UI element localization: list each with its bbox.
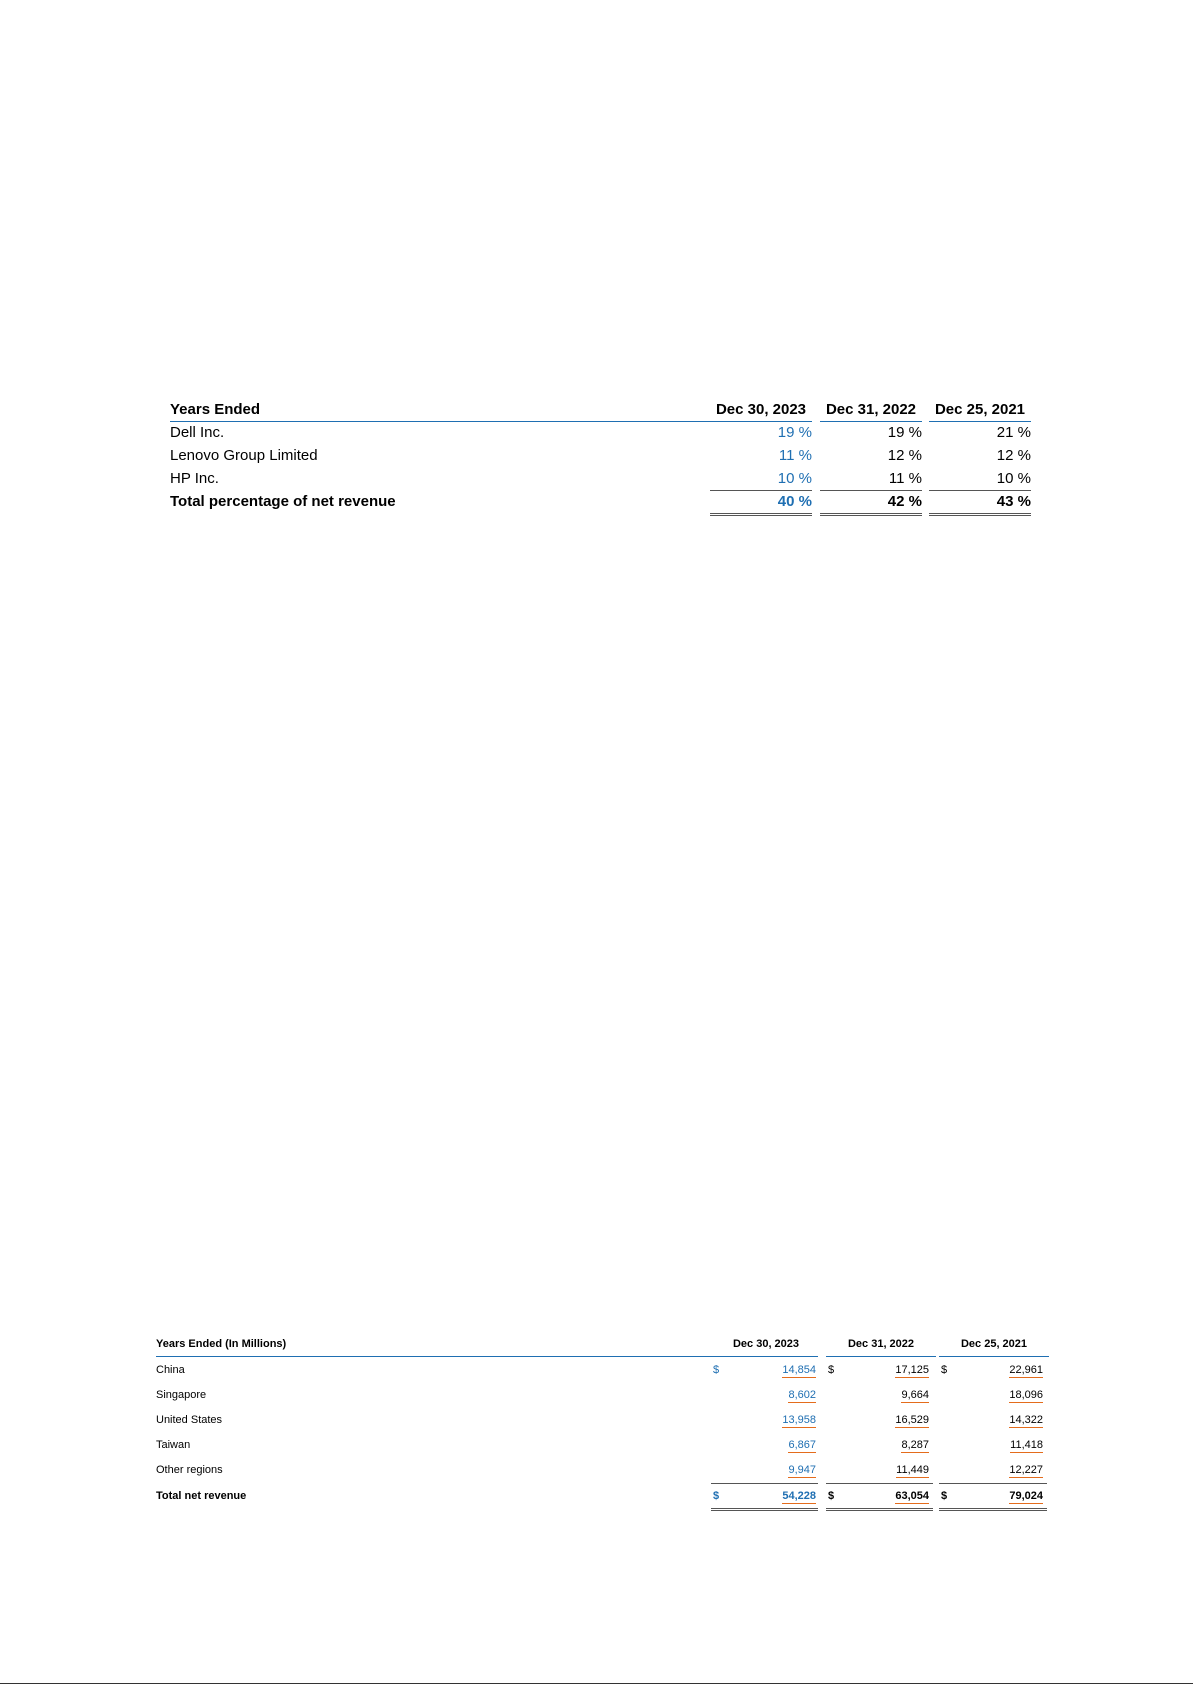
- total-double-rule: [710, 513, 812, 516]
- total-double-rule: [826, 1508, 933, 1511]
- table-header-row: [156, 1338, 1047, 1358]
- header-col-2023: Dec 30, 2023: [732, 1338, 800, 1350]
- subtotal-rule: [820, 490, 922, 491]
- subtotal-rule: [929, 490, 1031, 491]
- cell-2022: 17,125: [895, 1364, 929, 1376]
- total-2022: 63,054: [895, 1490, 929, 1502]
- header-col-2022: Dec 31, 2022: [847, 1338, 915, 1350]
- cell-2021: 12 %: [996, 447, 1031, 464]
- currency-symbol: $: [713, 1364, 720, 1376]
- row-label: HP Inc.: [170, 470, 219, 487]
- table-row: [156, 1414, 1047, 1434]
- header-rule: [929, 421, 1031, 422]
- header-col-2023: Dec 30, 2023: [715, 401, 807, 418]
- cell-2021: 14,322: [1009, 1414, 1043, 1426]
- cell-2023: 13,958: [782, 1414, 816, 1426]
- header-rule: [826, 1356, 936, 1357]
- header-col-2022: Dec 31, 2022: [825, 401, 917, 418]
- cell-2023: 8,602: [788, 1389, 816, 1401]
- cell-2022: 9,664: [901, 1389, 929, 1401]
- cell-2022: 11 %: [888, 470, 922, 487]
- cell-2023: 6,867: [788, 1439, 816, 1451]
- subtotal-rule: [826, 1483, 933, 1484]
- subtotal-rule: [939, 1483, 1047, 1484]
- page-bottom-rule: [0, 1683, 1193, 1684]
- table-row: [170, 447, 1032, 470]
- total-double-rule: [929, 513, 1031, 516]
- row-label: Other regions: [156, 1464, 223, 1476]
- cell-2021: 12,227: [1009, 1464, 1043, 1476]
- total-row: [156, 1490, 1047, 1510]
- currency-symbol: $: [828, 1364, 835, 1376]
- row-label: Lenovo Group Limited: [170, 447, 318, 464]
- table-row: [170, 424, 1032, 447]
- cell-2022: 12 %: [887, 447, 922, 464]
- row-label: China: [156, 1364, 185, 1376]
- currency-symbol: $: [941, 1490, 948, 1502]
- cell-2022: 8,287: [901, 1439, 929, 1451]
- cell-2021: 21 %: [996, 424, 1031, 441]
- total-double-rule: [820, 513, 922, 516]
- header-col-2021: Dec 25, 2021: [960, 1338, 1028, 1350]
- cell-2022: 16,529: [895, 1414, 929, 1426]
- subtotal-rule: [711, 1483, 818, 1484]
- header-label: Years Ended (In Millions): [156, 1338, 287, 1350]
- cell-2023: 11 %: [778, 447, 812, 464]
- cell-2021: 18,096: [1009, 1389, 1043, 1401]
- cell-2021: 10 %: [996, 470, 1031, 487]
- currency-symbol: $: [828, 1490, 835, 1502]
- header-label: Years Ended: [170, 401, 261, 418]
- header-rule: [820, 421, 922, 422]
- row-label: Taiwan: [156, 1439, 191, 1451]
- cell-2021: 11,418: [1010, 1439, 1043, 1451]
- row-label: United States: [156, 1414, 223, 1426]
- total-label: Total net revenue: [156, 1490, 247, 1502]
- row-label: Singapore: [156, 1389, 207, 1401]
- table-row: [156, 1364, 1047, 1384]
- currency-symbol: $: [713, 1490, 720, 1502]
- header-rule: [156, 1356, 818, 1357]
- cell-2023: 9,947: [788, 1464, 816, 1476]
- cell-2023: 14,854: [782, 1364, 816, 1376]
- total-2022: 42 %: [887, 493, 922, 510]
- table-row: [156, 1464, 1047, 1484]
- cell-2022: 11,449: [896, 1464, 929, 1476]
- total-2023: 54,228: [782, 1490, 816, 1502]
- total-2021: 79,024: [1009, 1490, 1043, 1502]
- cell-2022: 19 %: [887, 424, 922, 441]
- cell-2023: 10 %: [777, 470, 812, 487]
- total-label: Total percentage of net revenue: [170, 493, 396, 510]
- row-label: Dell Inc.: [170, 424, 225, 441]
- table-row: [156, 1439, 1047, 1459]
- header-col-2021: Dec 25, 2021: [934, 401, 1026, 418]
- total-2023: 40 %: [777, 493, 812, 510]
- cell-2023: 19 %: [777, 424, 812, 441]
- total-2021: 43 %: [996, 493, 1031, 510]
- total-double-rule: [939, 1508, 1047, 1511]
- header-rule: [939, 1356, 1049, 1357]
- header-rule: [170, 421, 812, 422]
- cell-2021: 22,961: [1009, 1364, 1043, 1376]
- total-double-rule: [711, 1508, 818, 1511]
- subtotal-rule: [710, 490, 812, 491]
- table-row: [156, 1389, 1047, 1409]
- currency-symbol: $: [941, 1364, 948, 1376]
